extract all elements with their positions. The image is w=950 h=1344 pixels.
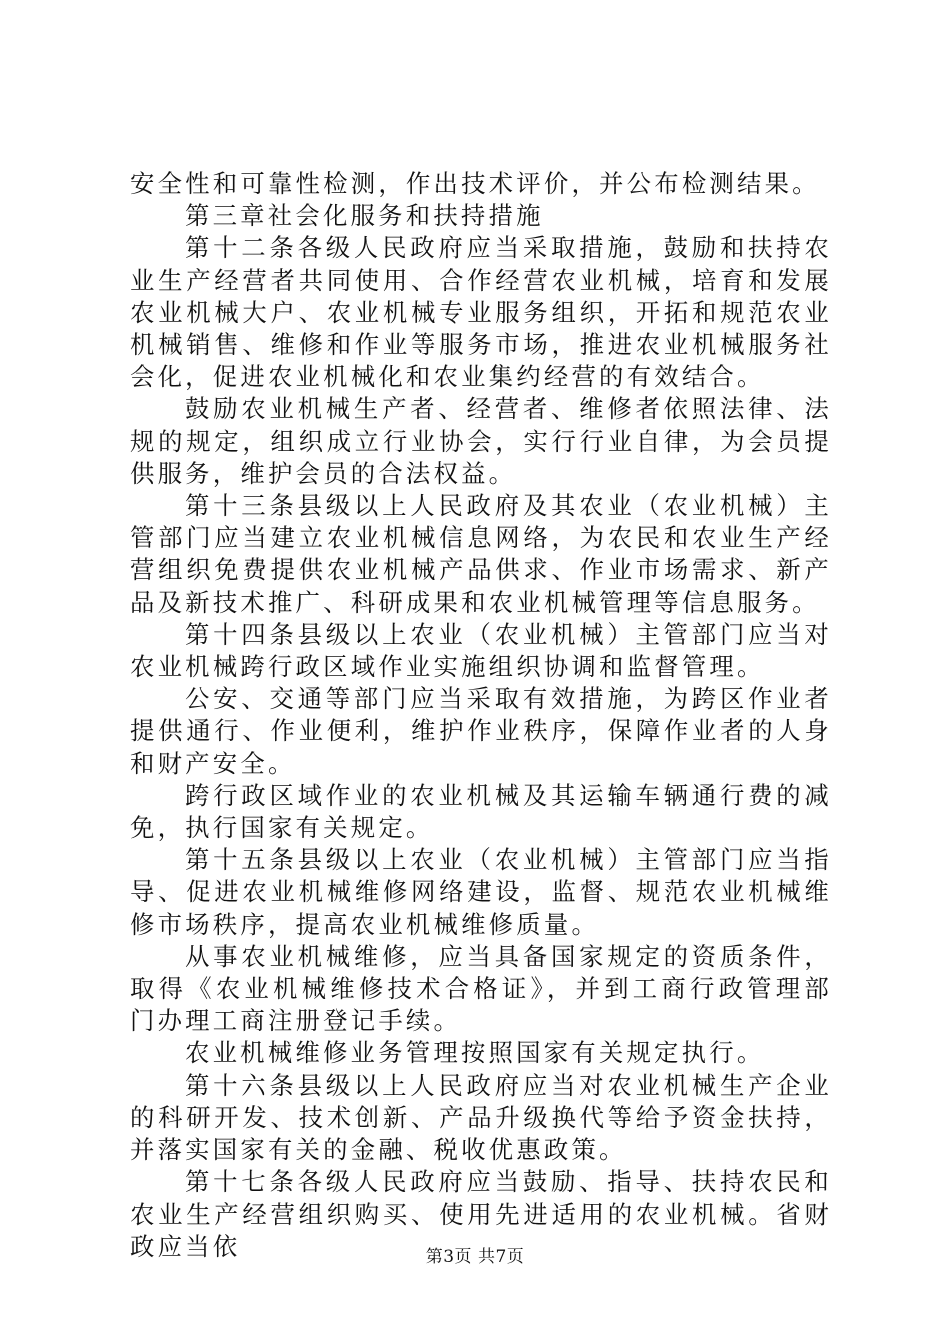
- paragraph-article-12: 第十二条各级人民政府应当采取措施，鼓励和扶持农业生产经营者共同使用、合作经营农业机械，培育和发展农业机械大户、农业机械专业服务组织，开拓和规范农业机械销售、维修和作业等服务市场，推进农业机械服务社会化，促进农业机械化和农业集约经营的有效结合。: [130, 233, 832, 392]
- paragraph-article-14: 第十四条县级以上农业（农业机械）主管部门应当对农业机械跨行政区域作业实施组织协调和监督管理。: [130, 619, 832, 682]
- page-footer: [0, 1242, 950, 1267]
- paragraph-article-16: 第十六条县级以上人民政府应当对农业机械生产企业的科研开发、技术创新、产品升级换代等给予资金扶持，并落实国家有关的金融、税收优惠政策。: [130, 1070, 832, 1165]
- page-number-label: 第3页 共7页: [425, 1247, 525, 1267]
- paragraph-article-15-clause-3: 农业机械维修业务管理按照国家有关规定执行。: [185, 1038, 765, 1068]
- paragraph-article-15: 第十五条县级以上农业（农业机械）主管部门应当指导、促进农业机械维修网络建设，监督、规范农业机械维修市场秩序，提高农业机械维修质量。: [130, 845, 832, 939]
- paragraph-article-14-clause-3: 跨行政区域作业的农业机械及其运输车辆通行费的减免，执行国家有关规定。: [130, 780, 832, 843]
- document-body: [130, 168, 832, 1263]
- paragraph-article-13: 第十三条县级以上人民政府及其农业（农业机械）主管部门应当建立农业机械信息网络，为农民和农业生产经营组织免费提供农业机械产品供求、作业市场需求、新产品及新技术推广、科研成果和农业机械管理等信息服务。: [130, 491, 832, 617]
- chapter-heading: 第三章社会化服务和扶持措施: [185, 201, 544, 231]
- paragraph-continuation: 安全性和可靠性检测，作出技术评价，并公布检测结果。: [130, 169, 820, 198]
- paragraph-article-12-clause-2: 鼓励农业机械生产者、经营者、维修者依照法律、法规的规定，组织成立行业协会，实行行业自律，为会员提供服务，维护会员的合法权益。: [130, 394, 832, 488]
- paragraph-article-15-clause-2: 从事农业机械维修，应当具备国家规定的资质条件，取得《农业机械维修技术合格证》，并到工商行政管理部门办理工商注册登记手续。: [130, 941, 832, 1036]
- paragraph-article-17: 第十七条各级人民政府应当鼓励、指导、扶持农民和农业生产经营组织购买、使用先进适用的农业机械。省财政应当依: [130, 1167, 832, 1261]
- paragraph-article-14-clause-2: 公安、交通等部门应当采取有效措施，为跨区作业者提供通行、作业便利，维护作业秩序，保障作业者的人身和财产安全。: [130, 684, 832, 778]
